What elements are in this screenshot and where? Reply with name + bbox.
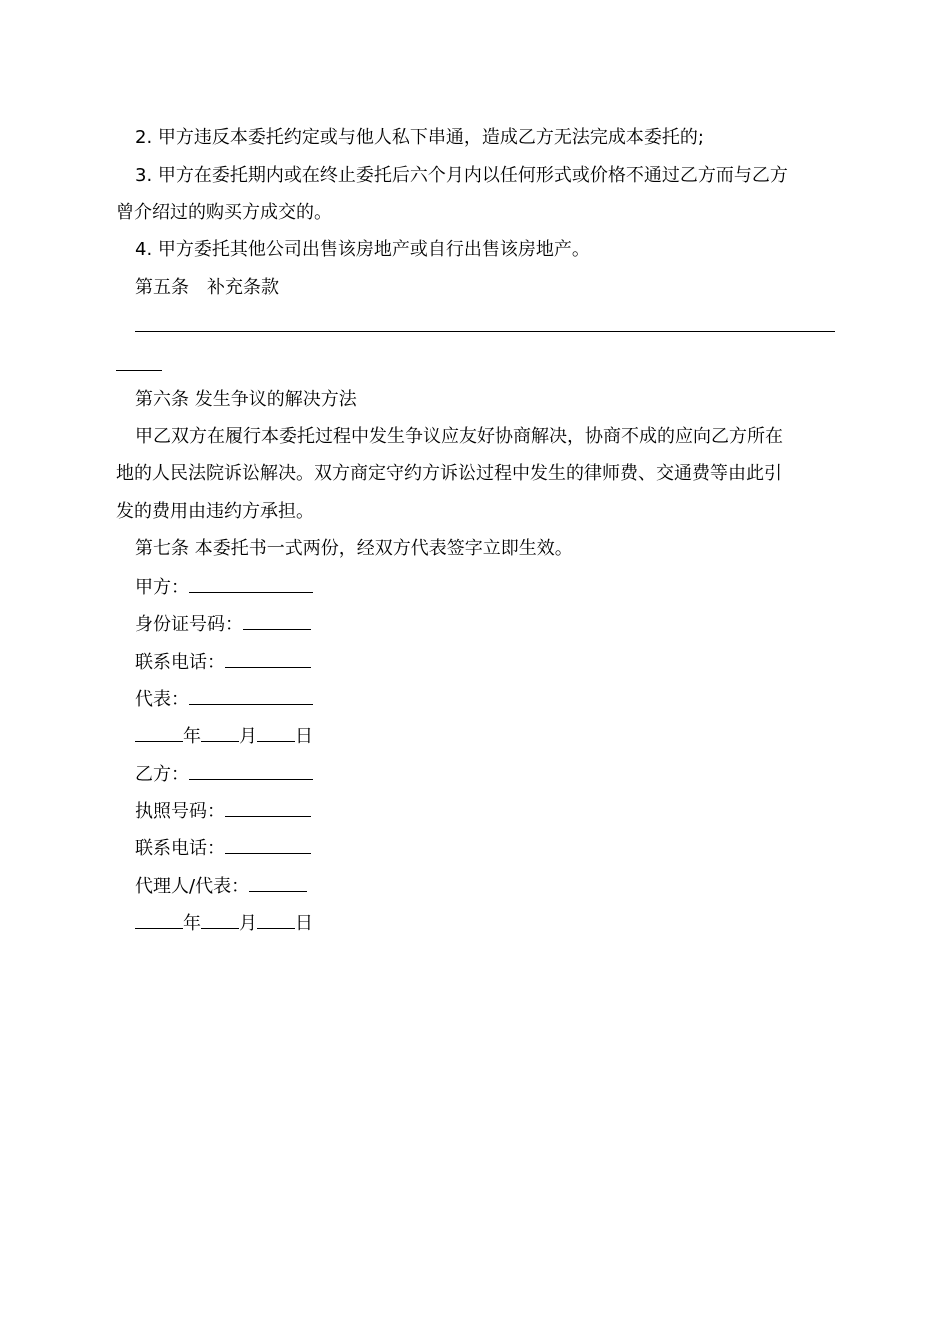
party-b-agent-label: 代理人/代表： xyxy=(135,876,250,897)
party-a-year-label: 年 xyxy=(183,726,201,747)
party-b-day-label: 日 xyxy=(295,913,313,934)
party-b-year-label: 年 xyxy=(183,913,201,934)
party-a-phone-blank xyxy=(225,649,311,668)
party-a-month-blank xyxy=(201,723,239,742)
party-a-rep-row xyxy=(135,686,313,712)
article-5-title: 第五条 补充条款 xyxy=(135,277,279,298)
article-6-line-3: 发的费用由违约方承担。 xyxy=(116,501,314,522)
party-a-rep-label: 代表： xyxy=(135,689,189,710)
party-b-phone-blank xyxy=(225,835,311,854)
party-b-day-blank xyxy=(257,910,295,929)
party-a-date-row xyxy=(135,723,313,749)
article-6-line-1: 甲乙双方在履行本委托过程中发生争议应友好协商解决，协商不成的应向乙方所在 xyxy=(135,426,783,447)
party-a-name-row xyxy=(135,574,313,600)
clause-item-2: 2. 甲方违反本委托约定或与他人私下串通，造成乙方无法完成本委托的; xyxy=(135,127,704,148)
article-6-line-2: 地的人民法院诉讼解决。双方商定守约方诉讼过程中发生的律师费、交通费等由此引 xyxy=(116,463,782,484)
party-b-phone-label: 联系电话： xyxy=(135,838,225,859)
party-a-phone-label: 联系电话： xyxy=(135,652,225,673)
party-a-name-label: 甲方： xyxy=(135,577,189,598)
clause-item-4: 4. 甲方委托其他公司出售该房地产或自行出售该房地产。 xyxy=(135,239,590,260)
party-b-license-label: 执照号码： xyxy=(135,801,225,822)
party-a-day-label: 日 xyxy=(295,726,313,747)
party-b-agent-blank xyxy=(249,873,307,892)
party-a-year-blank xyxy=(135,723,183,742)
party-b-name-blank xyxy=(189,761,313,780)
party-b-phone-row xyxy=(135,835,311,861)
party-b-license-blank xyxy=(225,798,311,817)
article-6-title: 第六条 发生争议的解决方法 xyxy=(135,389,357,410)
article-7: 第七条 本委托书一式两份，经双方代表签字立即生效。 xyxy=(135,538,573,559)
party-a-id-label: 身份证号码： xyxy=(135,614,243,635)
supplementary-blank-line-1 xyxy=(135,331,835,332)
party-a-month-label: 月 xyxy=(239,726,257,747)
party-b-license-row xyxy=(135,798,311,824)
party-a-phone-row xyxy=(135,649,311,675)
party-b-year-blank xyxy=(135,910,183,929)
clause-item-3-line-2: 曾介绍过的购买方成交的。 xyxy=(116,202,332,223)
party-b-agent-row xyxy=(135,873,307,899)
party-b-name-label: 乙方： xyxy=(135,764,189,785)
party-a-day-blank xyxy=(257,723,295,742)
party-b-name-row xyxy=(135,761,313,787)
party-a-id-row xyxy=(135,611,311,637)
party-b-date-row xyxy=(135,910,313,936)
party-a-id-blank xyxy=(243,611,311,630)
clause-item-3-line-1: 3. 甲方在委托期内或在终止委托后六个月内以任何形式或价格不通过乙方而与乙方 xyxy=(135,165,788,186)
party-a-name-blank xyxy=(189,574,313,593)
party-b-month-label: 月 xyxy=(239,913,257,934)
party-b-month-blank xyxy=(201,910,239,929)
party-a-rep-blank xyxy=(189,686,313,705)
supplementary-blank-line-2 xyxy=(116,370,162,371)
